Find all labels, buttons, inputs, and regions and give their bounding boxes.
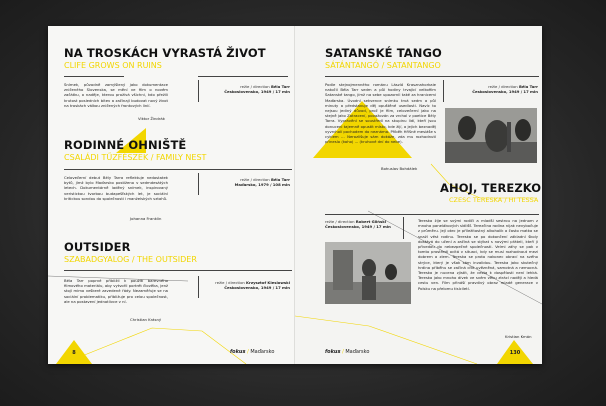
footer-brand: fokus — [230, 349, 246, 355]
credit-block — [224, 84, 290, 94]
credit-name: Krzysztof Kieslowski — [246, 280, 290, 285]
article-author: Bohuslav Bohdálek — [381, 166, 418, 171]
credit-rule — [198, 173, 199, 195]
article-subtitle: CZESC TERESKA / HI TESSA — [449, 196, 539, 204]
divider — [64, 76, 124, 77]
article-subtitle: SZABADGYALOG / THE OUTSIDER — [64, 255, 197, 264]
article-body: Béla Tarr poprvé přibližil k použití barevného filmového materiálu, aby vytvořil portrét člověka, jenž stojí mimo veškeré zavedené řády. Nezaměřuje se na sociální problematiku, přibližuje pro celou společnost, ale na postavení jednotlivce v ní. — [64, 278, 168, 304]
article-author: Kristian Kmán — [505, 334, 532, 339]
credit-block — [235, 177, 290, 187]
article-author: Viktor Žindrák — [138, 116, 165, 121]
film-still-photo — [325, 242, 411, 304]
right-page — [295, 26, 542, 364]
credit-meta: Maďarsko, 1979 / 108 min — [234, 182, 290, 188]
divider — [325, 76, 539, 77]
article-title: OUTSIDER — [64, 240, 131, 254]
credit-label: režie / direction — [488, 84, 518, 89]
credit-name: Robert Gliński — [355, 219, 387, 224]
divider — [198, 76, 288, 77]
credit-label: režie / direction — [240, 177, 270, 182]
footer-brand: fokus — [325, 349, 341, 355]
credit-rule — [403, 217, 404, 239]
film-still-image — [445, 108, 537, 163]
credit-label: režie / direction — [215, 280, 245, 285]
credit-meta: Československo, 1949 / 17 min — [472, 89, 538, 95]
article-subtitle: CSALÁDI TŰZFÉSZEK / FAMILY NEST — [64, 153, 207, 162]
credit-label: režie / direction — [325, 219, 355, 224]
article-title: NA TROSKÁCH VYRASTÁ ŽIVOT — [64, 46, 266, 60]
credit-name: Béla Tarr — [270, 177, 290, 182]
article-title: AHOJ, TEREZKO — [440, 181, 542, 195]
credit-label: režie / direction — [240, 84, 270, 89]
credit-name: Béla Tarr — [270, 84, 290, 89]
footer-country: Maďarsko — [345, 349, 370, 355]
right-bottom-lines — [295, 316, 477, 364]
credit-block — [215, 280, 290, 290]
article-author: Johanna Franklin — [130, 216, 162, 221]
credit-block — [472, 84, 538, 94]
article-subtitle: CLIFE GROWS ON RUINS — [64, 61, 162, 70]
credit-name: Béla Tarr — [518, 84, 538, 89]
article-body: Celovečerní debut Bély Tarra reflektuje nedostatek bytů, jímž bylo Maďarsko postiženo v sedmdesátých letech. Dokumentárně laděný snímek, inspirovaný veristickou tvorbou budapešťských let, je sociální kritickou sondou do společnosti i manželských vztahů. — [64, 175, 168, 201]
film-still-image — [325, 242, 411, 304]
divider — [64, 270, 292, 271]
article-subtitle: SÁTÁNTANGÓ / SATANTANGO — [325, 61, 441, 70]
credit-meta: Československo, 1949 / 17 min — [325, 224, 391, 230]
article-title: SATANSKÉ TANGO — [325, 46, 442, 60]
credit-meta: Československo, 1949 / 17 min — [224, 285, 290, 291]
page-footer: fokus / Maďarsko — [325, 349, 370, 355]
magazine-spread — [48, 26, 542, 364]
divider — [64, 169, 292, 170]
article-body: Podle stejnojmenného románu László Krasznahorkaie natočil Béla Tarr sedm a půl hodiny trvající velkofilm Satanské tango, jímž na sebe upozornil také za hranicemi Maďarska. Úvodní sekvence snímku trvá sedm a půl minuty a představuje děj opuštěné usedlosti. Navíc to nejsou jediný důvod, proč je film, celovečerní jako na stejně jako Zatracení, považován za vrchol v poetice Bély Tarra. Vyprávění se soustředí na skupinu lidí, kteří jsou donuceni tajemně opustit místo, kde žijí, a jejich beznaděj vyvrcholí pochodem do neznáma. Příběh Hříšné mesiáše s cyklem ... Nerozlišuje sám dokáže, zda mu rozhodnutí přineslo (koho) ... (kruhové dní do nebe). — [325, 82, 436, 145]
page-number: 8 — [72, 350, 76, 356]
credit-meta: Československo, 1949 / 17 min — [224, 89, 290, 95]
left-page — [48, 26, 295, 364]
credit-rule — [443, 80, 444, 102]
article-title: RODINNÉ OHNIŠTĚ — [64, 138, 187, 152]
article-body: Snímek, původně zamýšlený jako dokumentace zničeného Slovenska, se mění ve film o novém začátku, o naděje, kterou prožívá všichni, kdo přežili krutost posledních bitev a začínají budovat nový život na troskách válkou zničených frontových linií. — [64, 82, 168, 108]
footer-country: Maďarsko — [250, 349, 275, 355]
divider — [325, 214, 539, 215]
credit-block — [325, 219, 391, 229]
credit-rule — [198, 80, 199, 102]
article-author: Christian Krásný — [130, 317, 162, 322]
page-footer: fokus / Maďarsko — [230, 349, 275, 355]
film-still-photo — [445, 108, 537, 163]
page-number: 130 — [509, 350, 521, 356]
credit-rule — [198, 276, 199, 298]
article-body: Tereska žije se svými rodiči a mladší sestrou na jednom z mnoha panelákových sídlišť. Terezčina rodina nijak nevybočuje z průměru. Její otec je příležitostný alkoholik a často matka se snaží vést rodinu. Tereska se po dokončení základní školy dostává do učení a začíná se stýkat s novými přáteli, kteří ji přivedou do nebezpečné společnosti. Velmi záhy se pak v tomto prostředí ocitá v situaci, kdy se musí rozhodnout mezi dobrem a zlem. Tereska se proto nakonec obrací na svého strýce, který je však sám invalidou. Tereska jako skutečný hrdina příběhu se začíná cítit uvězněná, samotná a nemocná. Tereska je nucena zjistit, že cesta k dospělosti není lehká. Tereska jako mnoho dívek ve svém věku ztrácí naději a hledá cestu ven. Film přináší pravdivý obraz mladé generace v Polsku na přelomu tisíciletí. — [418, 218, 538, 291]
left-bottom-lines — [62, 328, 246, 364]
